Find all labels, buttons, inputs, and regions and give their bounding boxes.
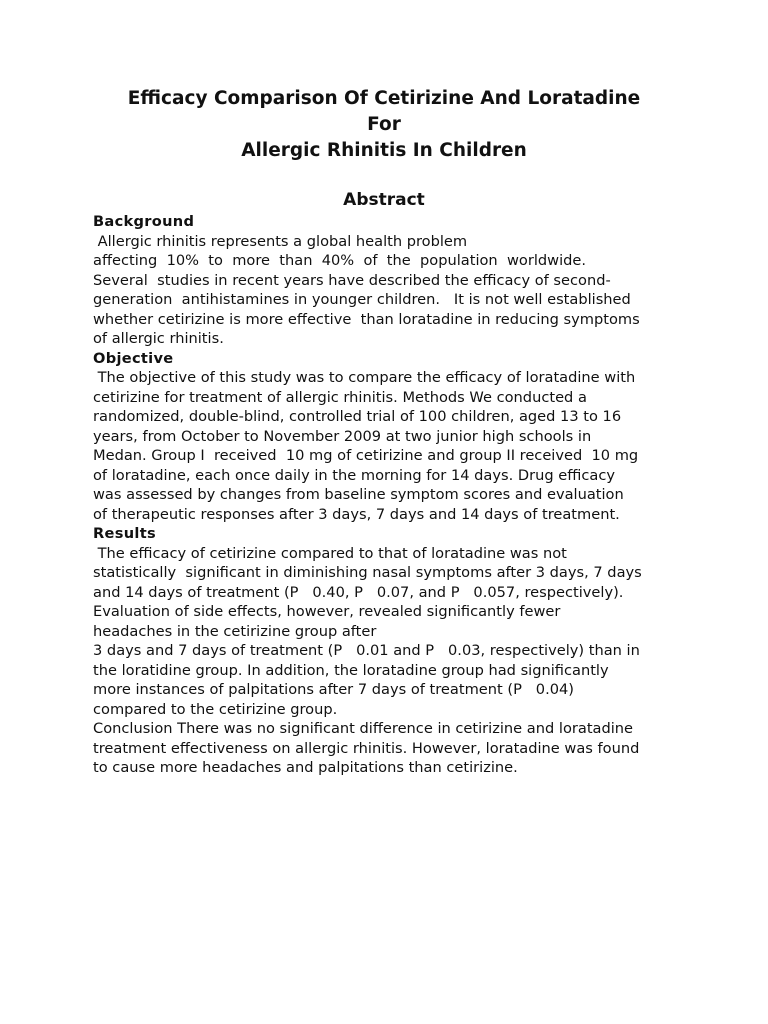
objective-line: of therapeutic responses after 3 days, 7 days and 14 days of treatment. [93,505,620,523]
background-line: affecting 10% to more than 40% of the population worldwide. [93,252,587,269]
abstract-body [93,212,693,778]
background-heading: Background [93,213,195,230]
results-heading: Results [93,525,156,542]
background-line: Several studies in recent years have described the efficacy of second- [93,271,611,289]
results-line: the loratidine group. In addition, the loratadine group had significantly [93,661,609,679]
title-line-3: Allergic Rhinitis In Children [241,140,527,161]
title-line-1: Efficacy Comparison Of Cetirizine And Loratadine [127,88,641,109]
objective-line: of loratadine, each once daily in the morning for 14 days. Drug efficacy [93,466,615,484]
conclusion-line: Conclusion There was no significant difference in cetirizine and loratadine [93,720,634,737]
results-line: Evaluation of side effects, however, revealed significantly fewer [93,603,561,620]
results-line: statistically significant in diminishing nasal symptoms after 3 days, 7 days [93,564,642,581]
conclusion-line: treatment effectiveness on allergic rhinitis. However, loratadine was found [93,739,640,757]
objective-line: randomized, double-blind, controlled trial of 100 children, aged 13 to 16 [93,408,622,425]
objective-heading: Objective [93,349,174,367]
background-line: Allergic rhinitis represents a global health problem [93,232,468,250]
results-line: compared to the cetirizine group. [93,700,338,718]
results-line: and 14 days of treatment (P 0.40, P 0.07, and P 0.057, respectively). [93,583,624,601]
results-line: more instances of palpitations after 7 days of treatment (P 0.04) [93,681,574,698]
results-line: headaches in the cetirizine group after [93,622,377,640]
results-line: The efficacy of cetirizine compared to that of loratadine was not [93,544,567,562]
objective-line: years, from October to November 2009 at two junior high schools in [93,427,592,445]
objective-line: was assessed by changes from baseline symptom scores and evaluation [93,486,624,503]
background-line: whether cetirizine is more effective than loratadine in reducing symptoms [93,310,640,328]
objective-line: Medan. Group I received 10 mg of cetirizine and group II received 10 mg [93,447,639,464]
results-line: 3 days and 7 days of treatment (P 0.01 and P 0.03, respectively) than in [93,642,640,659]
conclusion-line: to cause more headaches and palpitations than cetirizine. [93,759,518,776]
background-line: generation antihistamines in younger children. It is not well established [93,291,631,308]
objective-line: The objective of this study was to compare the efficacy of loratadine with [93,369,636,386]
abstract-heading: Abstract [343,190,425,210]
background-line: of allergic rhinitis. [93,330,224,347]
title-line-2: For [367,114,401,135]
objective-line: cetirizine for treatment of allergic rhinitis. Methods We conducted a [93,388,587,406]
